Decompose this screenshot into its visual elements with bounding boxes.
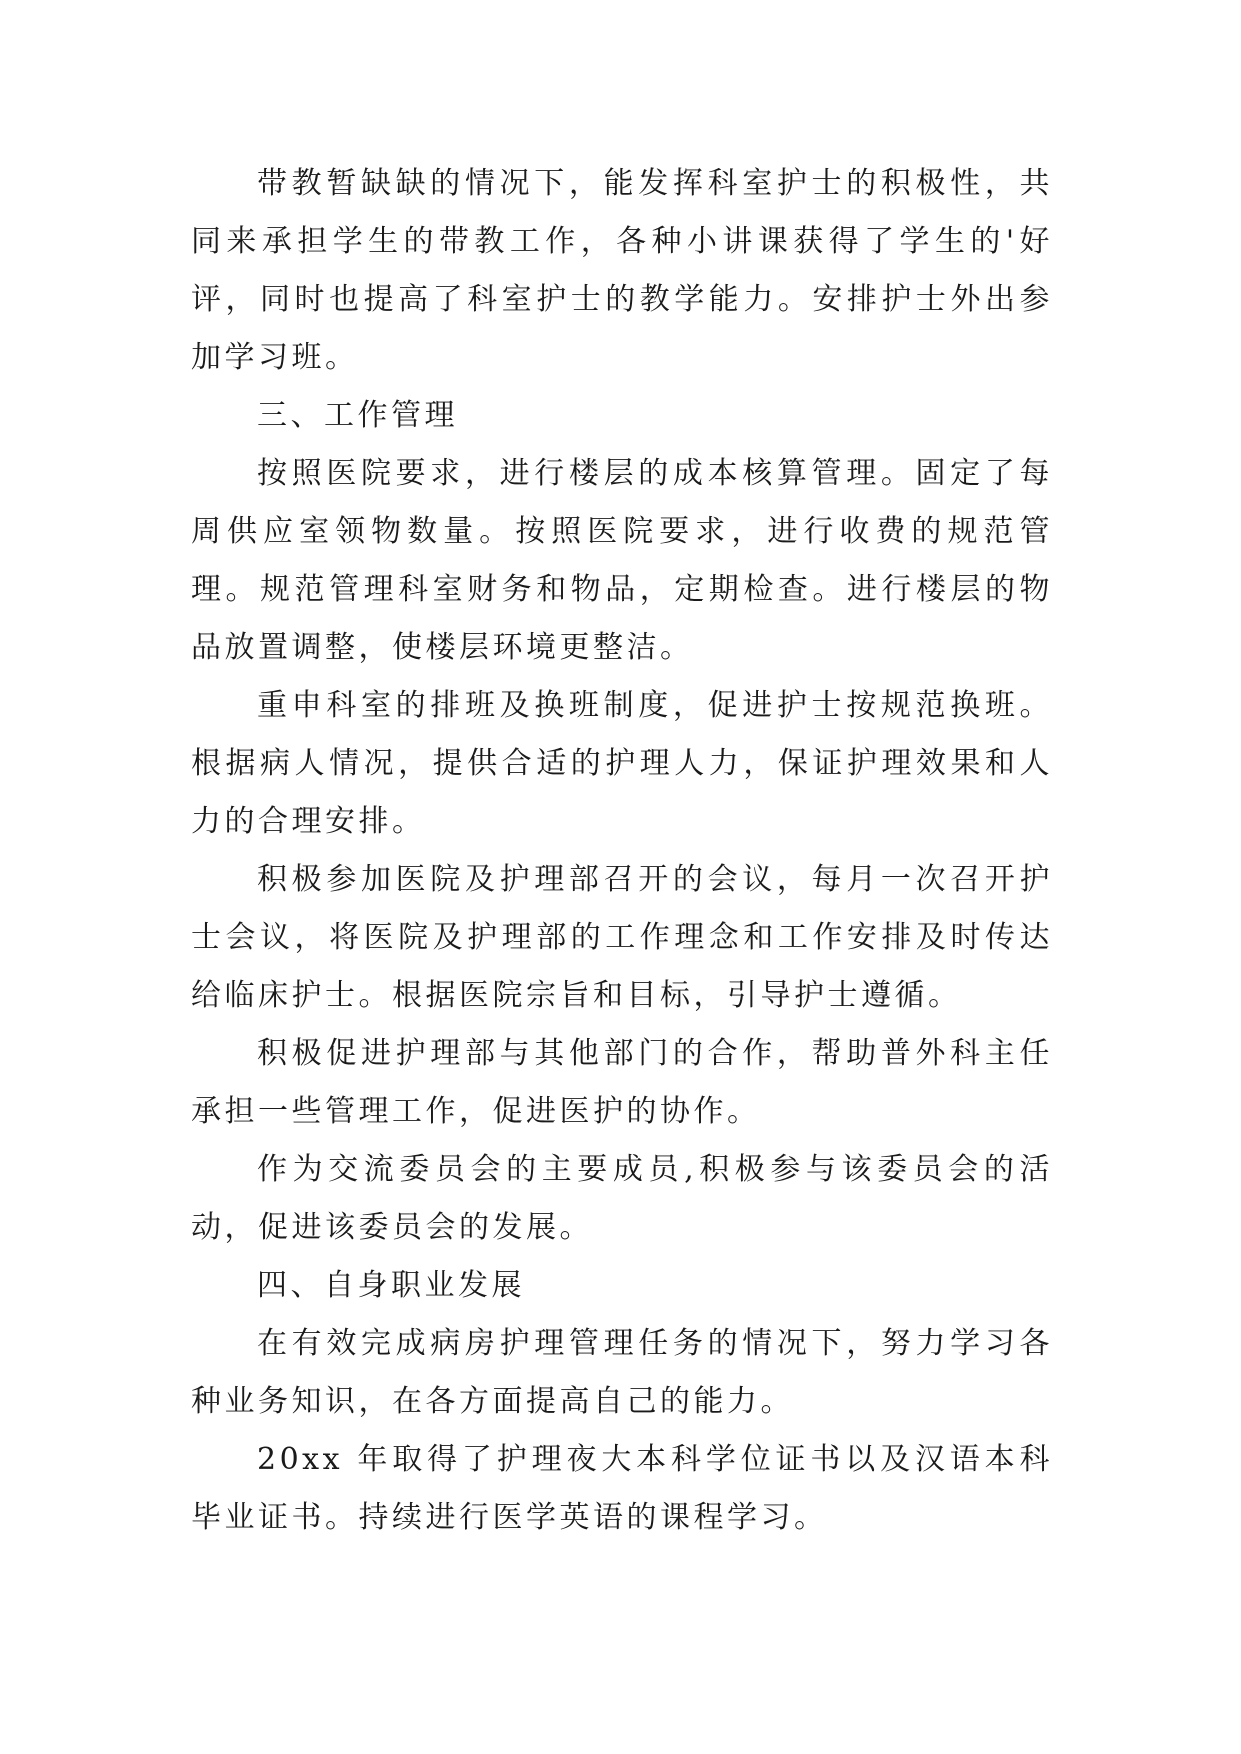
paragraph-study: 在有效完成病房护理管理任务的情况下，努力学习各种业务知识，在各方面提高自己的能力。	[191, 1326, 1053, 1419]
paragraph-cost-management: 按照医院要求，进行楼层的成本核算管理。固定了每周供应室领物数量。按照医院要求，进行收费的规范管理。规范管理科室财务和物品，定期检查。进行楼层的物品放置调整，使楼层环境更整洁。	[191, 456, 1053, 665]
paragraph-teaching: 带教暂缺缺的情况下，能发挥科室护士的积极性，共同来承担学生的带教工作，各种小讲课获得了学生的'好评，同时也提高了科室护士的教学能力。安排护士外出参加学习班。	[191, 166, 1053, 375]
paragraph-committee: 作为交流委员会的主要成员,积极参与该委员会的活动，促进该委员会的发展。	[191, 1152, 1053, 1245]
paragraph-degree: 20xx 年取得了护理夜大本科学位证书以及汉语本科毕业证书。持续进行医学英语的课程学习。	[191, 1442, 1053, 1535]
section-heading-work-management: 三、工作管理	[257, 398, 458, 433]
section-heading-career-development: 四、自身职业发展	[257, 1268, 525, 1303]
document-body	[191, 155, 1053, 1547]
paragraph-shift-system: 重申科室的排班及换班制度，促进护士按规范换班。根据病人情况，提供合适的护理人力，保证护理效果和人力的合理安排。	[191, 688, 1053, 839]
paragraph-meetings: 积极参加医院及护理部召开的会议，每月一次召开护士会议，将医院及护理部的工作理念和工作安排及时传达给临床护士。根据医院宗旨和目标，引导护士遵循。	[191, 862, 1053, 1013]
paragraph-cooperation: 积极促进护理部与其他部门的合作，帮助普外科主任承担一些管理工作，促进医护的协作。	[191, 1036, 1053, 1129]
